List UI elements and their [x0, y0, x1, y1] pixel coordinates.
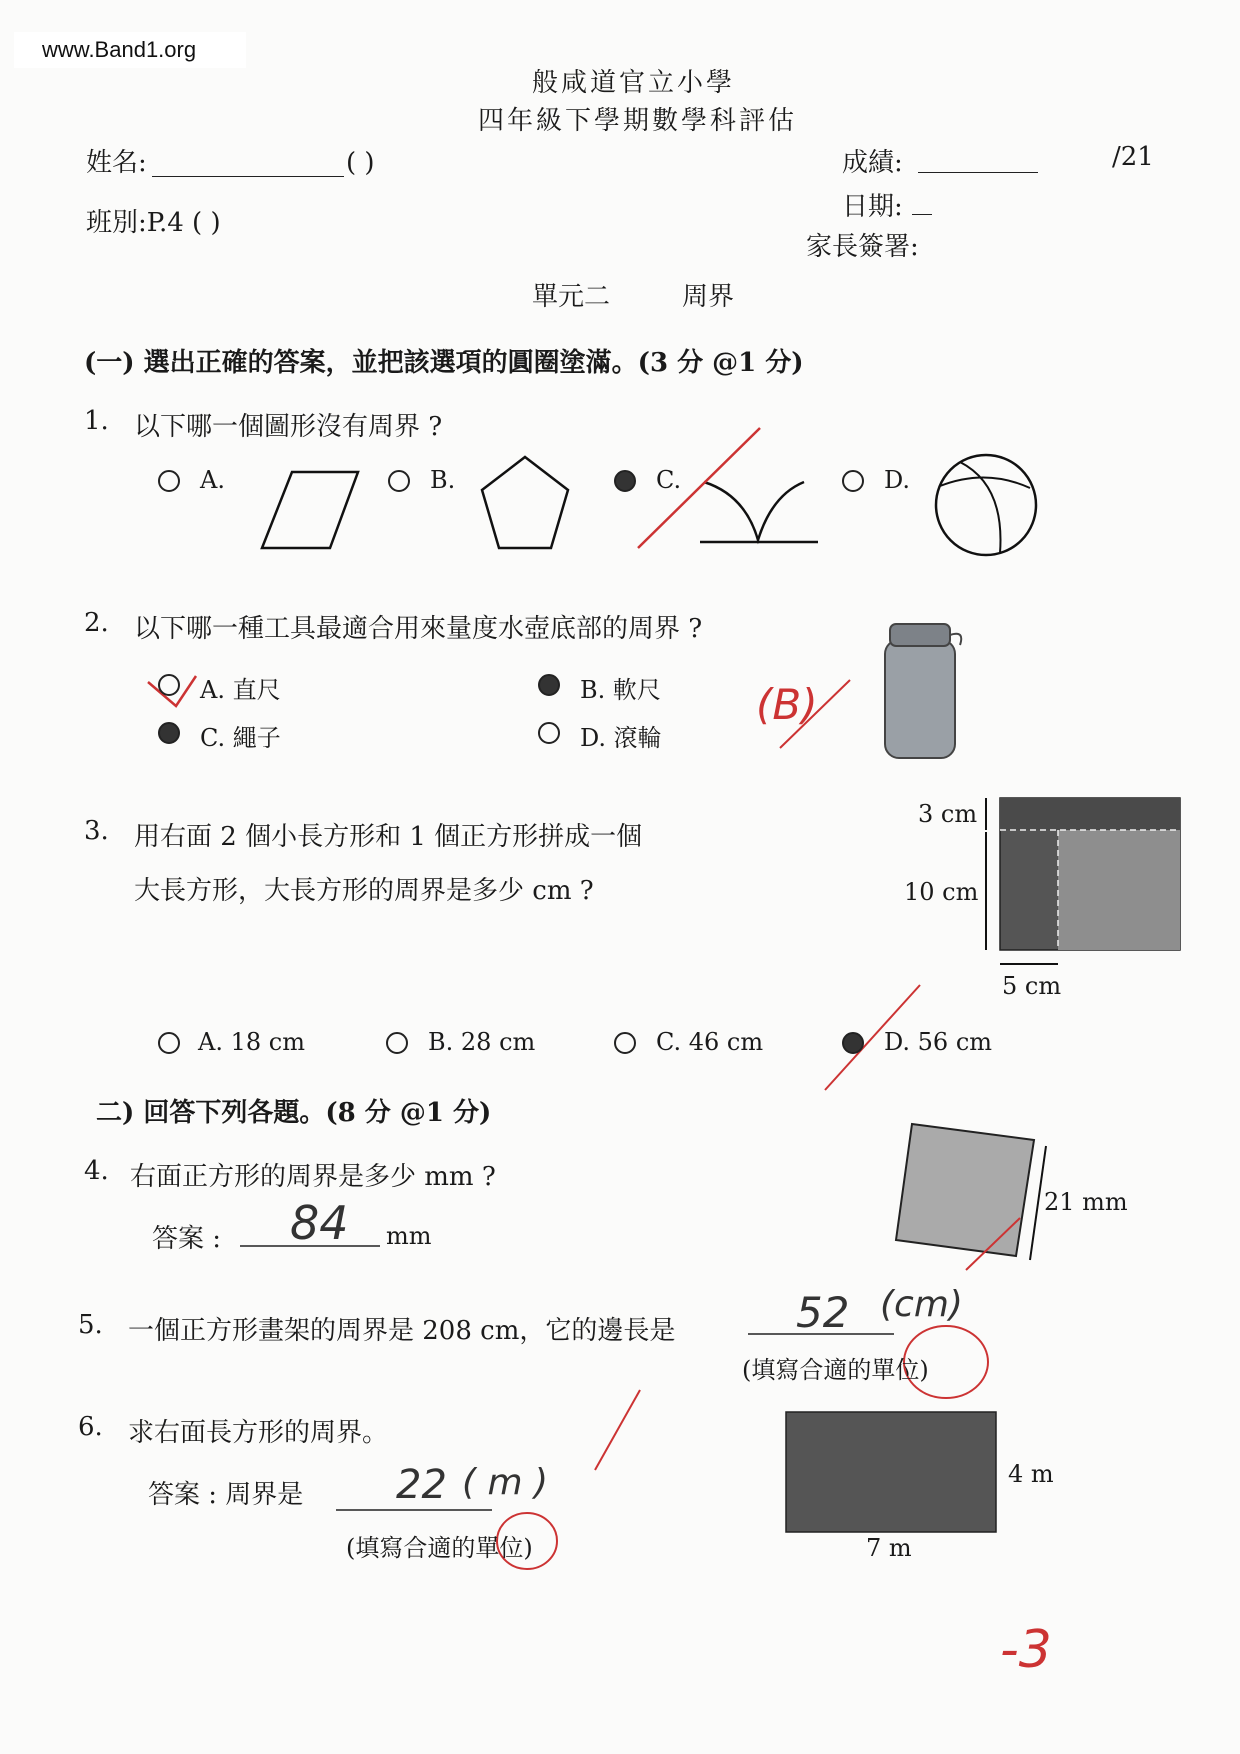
q4-answer[interactable]: 84 [290, 1196, 349, 1250]
parent-signature-label: 家長簽署: [806, 232, 919, 262]
q6-width-label: 7 m [866, 1534, 912, 1562]
q6-hint: (填寫合適的單位) [346, 1534, 533, 1562]
q4-unit: mm [386, 1222, 432, 1250]
date-label: 日期: [842, 192, 903, 222]
q3-option-c-radio[interactable] [614, 1032, 636, 1054]
q2-correction: (B) [756, 680, 818, 729]
q3-option-d-label: D. 56 cm [884, 1028, 993, 1056]
q3-number: 3. [84, 816, 109, 846]
q6-number: 6. [78, 1412, 103, 1442]
teacher-score-mark: -3 [1000, 1620, 1052, 1680]
open-curve-shape [700, 482, 818, 542]
watermark[interactable]: www.Band1.org [14, 32, 246, 68]
q1-option-c-label: C. [656, 466, 682, 494]
unit-subtitle: 周界 [682, 282, 735, 312]
q6-rectangle [786, 1412, 996, 1532]
q3-option-a-label: A. 18 cm [198, 1028, 305, 1056]
class-label: 班別:P.4 ( ) [86, 208, 221, 238]
q2-text: 以下哪一種工具最適合用來量度水壺底部的周界 ? [134, 614, 703, 644]
q2-option-c-label: C. 繩子 [200, 724, 281, 752]
q6-height-label: 4 m [1008, 1460, 1054, 1488]
bottle-loop [950, 634, 961, 645]
pentagon-shape [482, 457, 568, 548]
q5-answer[interactable]: 52 [796, 1288, 850, 1337]
q5-number: 5. [78, 1310, 103, 1340]
q2-option-d-label: D. 滾輪 [580, 724, 662, 752]
q3-option-d-radio[interactable] [842, 1032, 864, 1054]
q3-top-strip [1000, 798, 1180, 830]
score-total: /21 [1112, 142, 1154, 172]
q2-option-a-label: A. 直尺 [200, 676, 281, 704]
q6-answer[interactable]: 22 [396, 1462, 447, 1508]
q3-dim-bottom-label: 5 cm [1002, 972, 1062, 1000]
q4-square [896, 1124, 1034, 1256]
q3-text-line1: 用右面 2 個小長方形和 1 個正方形拼成一個 [134, 822, 643, 852]
q3-option-c-label: C. 46 cm [656, 1028, 764, 1056]
q1-number: 1. [84, 406, 109, 436]
q6-text: 求右面長方形的周界。 [128, 1418, 389, 1448]
q3-dim-top-label: 3 cm [918, 800, 978, 828]
q3-text-line2: 大長方形，大長方形的周界是多少 cm ? [134, 876, 594, 906]
section2-title: 二) 回答下列各題。(8 分 @1 分) [96, 1098, 492, 1128]
q2-option-b-label: B. 軟尺 [580, 676, 661, 704]
q6-tick-mark [595, 1390, 640, 1470]
q2-option-c-radio[interactable] [158, 722, 180, 744]
q2-option-b-radio[interactable] [538, 674, 560, 696]
bottle-body [885, 640, 955, 758]
q3-option-b-radio[interactable] [386, 1032, 408, 1054]
school-name: 般咸道官立小學 [532, 68, 736, 98]
q6-written-unit: ( m ) [462, 1462, 549, 1503]
q1-text: 以下哪一個圖形沒有周界 ? [134, 412, 443, 442]
unit-title: 單元二 [532, 282, 611, 312]
sphere-curve-2 [960, 462, 1001, 553]
q2-option-d-radio[interactable] [538, 722, 560, 744]
q4-dim-label: 21 mm [1044, 1188, 1128, 1216]
q1-option-a-label: A. [200, 466, 225, 494]
q4-number: 4. [84, 1156, 109, 1186]
q5-written-unit: (cm) [880, 1284, 963, 1325]
name-label: 姓名: [86, 148, 147, 178]
q1-tick-mark [638, 428, 760, 548]
q4-text: 右面正方形的周界是多少 mm ? [130, 1162, 496, 1192]
q6-answer-label: 答案 : 周界是 [148, 1480, 304, 1510]
name-class-number: ( ) [346, 148, 375, 178]
sphere-shape [936, 455, 1036, 555]
q1-option-b-label: B. [430, 466, 456, 494]
q3-option-a-radio[interactable] [158, 1032, 180, 1054]
q5-text: 一個正方形畫架的周界是 208 cm，它的邊長是 [128, 1316, 676, 1346]
q3-option-b-label: B. 28 cm [428, 1028, 536, 1056]
bottle-cap [890, 624, 950, 646]
score-label: 成績: [842, 148, 903, 178]
section1-title: (一) 選出正確的答案，並把該選項的圓圈塗滿。(3 分 @1 分) [84, 348, 804, 378]
q2-option-a-radio[interactable] [158, 674, 180, 696]
q1-option-d-label: D. [884, 466, 911, 494]
q2-number: 2. [84, 608, 109, 638]
q4-answer-label: 答案 : [152, 1224, 222, 1254]
exam-title: 四年級下學期數學科評估 [478, 106, 798, 136]
q3-square [1058, 830, 1180, 950]
q5-hint: (填寫合適的單位) [742, 1356, 929, 1384]
q3-dim-left-label: 10 cm [904, 878, 979, 906]
parallelogram-shape [262, 472, 358, 548]
